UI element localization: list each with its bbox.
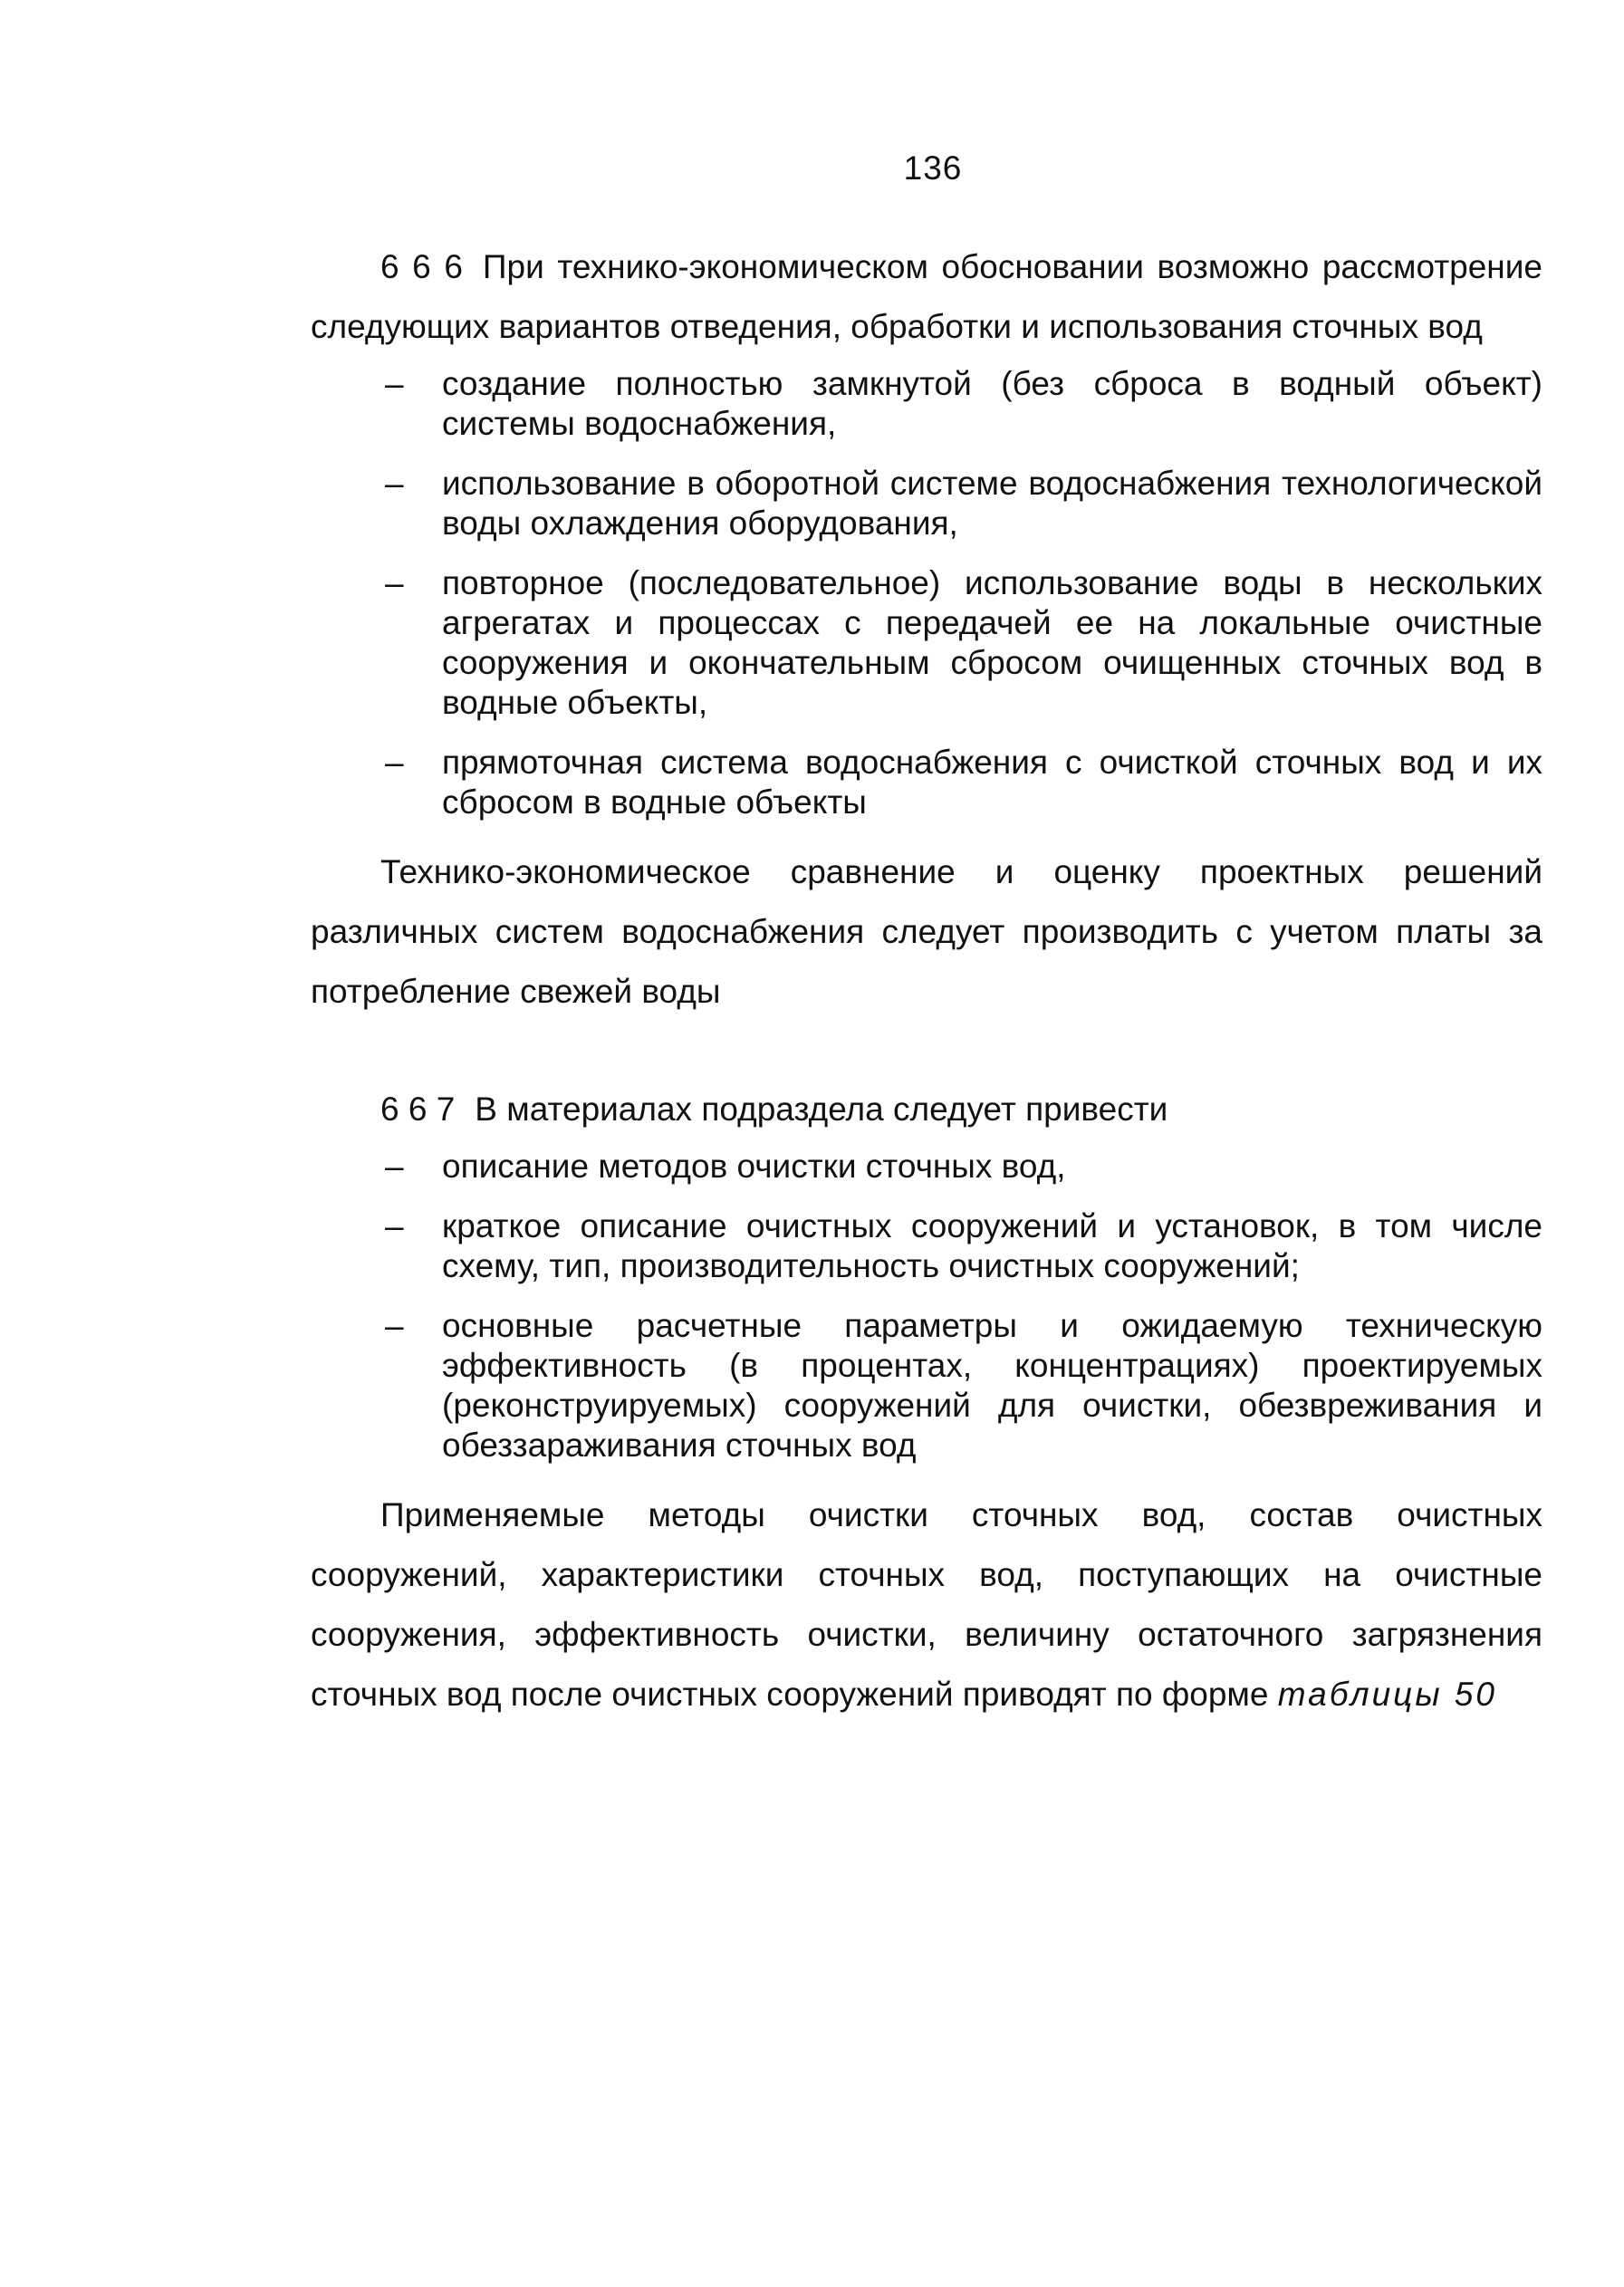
intro-text: В материалах подраздела следует привести bbox=[475, 1091, 1168, 1128]
list-item-text: создание полностью замкнутой (без сброса в водный объект) системы водоснабжения, bbox=[442, 365, 1542, 442]
intro-text: При технико-экономическом обосновании возможно рассмотрение следующих вариантов отведения, обработки и использования сточных вод bbox=[311, 248, 1542, 345]
list-dash: – bbox=[385, 744, 404, 781]
list-item bbox=[311, 1306, 1542, 1465]
list-item-text: прямоточная система водоснабжения с очисткой сточных вод и их сбросом в водные объекты bbox=[442, 744, 1542, 821]
list-item bbox=[311, 364, 1542, 444]
list-item bbox=[311, 563, 1542, 723]
list-item bbox=[311, 743, 1542, 822]
list-item-text: описание методов очистки сточных вод, bbox=[442, 1148, 1066, 1185]
list-item bbox=[311, 1147, 1542, 1187]
list-dash: – bbox=[385, 465, 404, 502]
page-number: 136 bbox=[903, 149, 963, 187]
list-item bbox=[311, 464, 1542, 543]
section-6-6-6-closing: Технико-экономическое сравнение и оценку проектных решений различных систем водоснабжения следует производить с учетом платы за потребление свежей воды bbox=[311, 853, 1542, 1010]
list-dash: – bbox=[385, 1307, 404, 1344]
list-dash: – bbox=[385, 1148, 404, 1185]
list-dash: – bbox=[385, 564, 404, 601]
section-6-6-6 bbox=[311, 237, 1542, 1022]
requirements-list bbox=[311, 1147, 1542, 1465]
options-list bbox=[311, 364, 1542, 822]
section-6-6-7-closing bbox=[311, 1485, 1542, 1725]
list-dash: – bbox=[385, 365, 404, 402]
section-number: 6 6 7 bbox=[380, 1091, 456, 1128]
list-item-text: основные расчетные параметры и ожидаемую техническую эффективность (в процентах, концентрациях) проектируемых (реконструируемых) сооружений для очистки, обезвреживания и обеззараживания сточных вод bbox=[442, 1307, 1542, 1464]
list-dash: – bbox=[385, 1207, 404, 1244]
section-6-6-6-intro bbox=[311, 237, 1542, 357]
section-number: 6 6 6 bbox=[380, 248, 463, 285]
closing-text: Применяемые методы очистки сточных вод, состав очистных сооружений, характеристики сточных вод, поступающих на очистные сооружения, эффективность очистки, величину остаточного загрязнения сточных вод после очистных сооружений приводят по форме bbox=[311, 1496, 1542, 1713]
list-item-text: краткое описание очистных сооружений и установок, в том числе схему, тип, производительность очистных сооружений; bbox=[442, 1207, 1542, 1284]
list-item bbox=[311, 1206, 1542, 1286]
section-6-6-7 bbox=[311, 1080, 1542, 1725]
table-reference: таблицы 50 bbox=[1277, 1676, 1497, 1713]
section-6-6-7-intro bbox=[311, 1080, 1542, 1139]
list-item-text: повторное (последовательное) использование воды в нескольких агрегатах и процессах с передачей ее на локальные очистные сооружения и окончательным сбросом очищенных сточных вод в водные объекты, bbox=[442, 564, 1542, 721]
list-item-text: использование в оборотной системе водоснабжения технологической воды охлаждения оборудования, bbox=[442, 465, 1542, 542]
